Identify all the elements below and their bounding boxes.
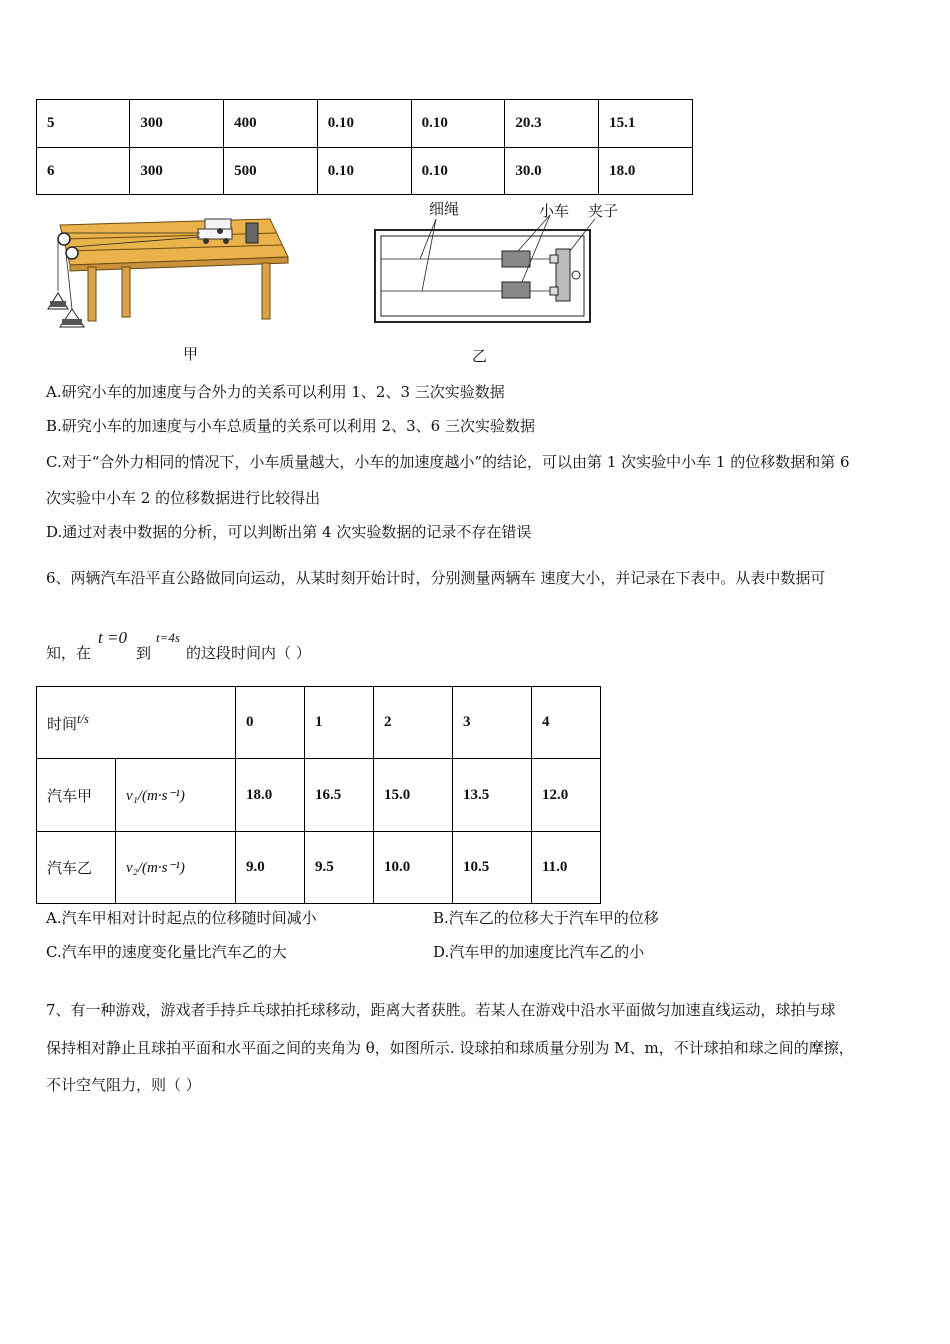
table-header-time bbox=[37, 687, 236, 759]
table-cell: 15.0 bbox=[374, 759, 453, 832]
table-cell: 2 bbox=[374, 687, 453, 759]
table-cell: 4 bbox=[532, 687, 601, 759]
q5-option-a[interactable]: A.研究小车的加速度与合外力的关系可以利用 1、2、3 三次实验数据 bbox=[46, 383, 505, 401]
q6-suffix: 的这段时间内（ ） bbox=[186, 644, 311, 662]
table-cell: 12.0 bbox=[532, 759, 601, 832]
figure-label-cart: 小车 bbox=[539, 202, 570, 220]
table-cell: 300 bbox=[130, 100, 224, 148]
table-cell: 400 bbox=[224, 100, 318, 148]
table-cell: 18.0 bbox=[599, 148, 693, 195]
q6-stem-line1: 6、两辆汽车沿平直公路做同向运动，从某时刻开始计时，分别测量两辆车 速度大小，并记录在下表中。从表中数据可 bbox=[46, 569, 826, 587]
table-row bbox=[37, 832, 601, 904]
q6-option-b[interactable]: B.汽车乙的位移大于汽车甲的位移 bbox=[433, 909, 659, 927]
q5-option-b[interactable]: B.研究小车的加速度与小车总质量的关系可以利用 2、3、6 三次实验数据 bbox=[46, 417, 535, 435]
table-cell: 0.10 bbox=[411, 100, 505, 148]
car-b-label: 汽车乙 bbox=[37, 832, 116, 904]
table-cell: 16.5 bbox=[305, 759, 374, 832]
table-cell: 10.5 bbox=[453, 832, 532, 904]
speed-table bbox=[36, 686, 601, 904]
car-a-unit: v₁/(m·s⁻¹) bbox=[116, 759, 236, 832]
table-row bbox=[37, 148, 693, 195]
table-cell: 0.10 bbox=[411, 148, 505, 195]
q6-to: 到 bbox=[136, 644, 152, 662]
figure-label-rope: 细绳 bbox=[429, 200, 460, 218]
q7-stem-line2: 保持相对静止且球拍平面和水平面之间的夹角为 θ，如图所示. 设球拍和球质量分别为 M、m，不计球拍和球之间的摩擦， bbox=[46, 1039, 854, 1057]
figure-label-clip: 夹子 bbox=[588, 202, 619, 220]
table-cell: 9.5 bbox=[305, 832, 374, 904]
table-cell: 1 bbox=[305, 687, 374, 759]
table-row bbox=[37, 100, 693, 148]
table-cell: 30.0 bbox=[505, 148, 599, 195]
table-cell: 10.0 bbox=[374, 832, 453, 904]
table-cell: 6 bbox=[37, 148, 130, 195]
table-cell: 20.3 bbox=[505, 100, 599, 148]
q6-t0: t =0 bbox=[98, 628, 127, 647]
table-cell: 11.0 bbox=[532, 832, 601, 904]
table-row bbox=[37, 687, 601, 759]
table-row bbox=[37, 759, 601, 832]
table-cell: 0.10 bbox=[317, 148, 411, 195]
figure-caption-yi: 乙 bbox=[472, 347, 488, 365]
q6-prefix: 知，在 bbox=[46, 644, 92, 662]
q6-t4: t=4s bbox=[156, 630, 180, 645]
table-cell: 0.10 bbox=[317, 100, 411, 148]
q5-option-c-line2[interactable]: 次实验中小车 2 的位移数据进行比较得出 bbox=[46, 489, 321, 507]
table-cell: 3 bbox=[453, 687, 532, 759]
figure-jia-apparatus bbox=[40, 205, 300, 335]
time-label: 时间 bbox=[47, 714, 78, 733]
table-cell: 0 bbox=[236, 687, 305, 759]
table-cell: 5 bbox=[37, 100, 130, 148]
experiment-table bbox=[36, 99, 693, 195]
q5-option-c-line1[interactable]: C.对于“合外力相同的情况下，小车质量越大，小车的加速度越小”的结论，可以由第 1 次实验中小车 1 的位移数据和第 6 bbox=[46, 453, 850, 471]
table-cell: 9.0 bbox=[236, 832, 305, 904]
table-cell: 13.5 bbox=[453, 759, 532, 832]
table-cell: 300 bbox=[130, 148, 224, 195]
table-cell: 15.1 bbox=[599, 100, 693, 148]
q7-stem-line3: 不计空气阻力，则（ ） bbox=[46, 1076, 201, 1094]
table-cell: 500 bbox=[224, 148, 318, 195]
q5-option-d[interactable]: D.通过对表中数据的分析，可以判断出第 4 次实验数据的记录不存在错误 bbox=[46, 523, 532, 541]
q6-option-a[interactable]: A.汽车甲相对计时起点的位移随时间减小 bbox=[46, 909, 317, 927]
time-unit: t/s bbox=[77, 711, 89, 726]
car-b-unit: v₂/(m·s⁻¹) bbox=[116, 832, 236, 904]
figure-caption-jia: 甲 bbox=[183, 345, 199, 363]
q6-option-d[interactable]: D.汽车甲的加速度比汽车乙的小 bbox=[433, 943, 645, 961]
car-a-label: 汽车甲 bbox=[37, 759, 116, 832]
q6-option-c[interactable]: C.汽车甲的速度变化量比汽车乙的大 bbox=[46, 943, 287, 961]
table-cell: 18.0 bbox=[236, 759, 305, 832]
q7-stem-line1: 7、有一种游戏，游戏者手持乒乓球拍托球移动，距离大者获胜。若某人在游戏中沿水平面做匀加速直线运动，球拍与球 bbox=[46, 1001, 836, 1019]
